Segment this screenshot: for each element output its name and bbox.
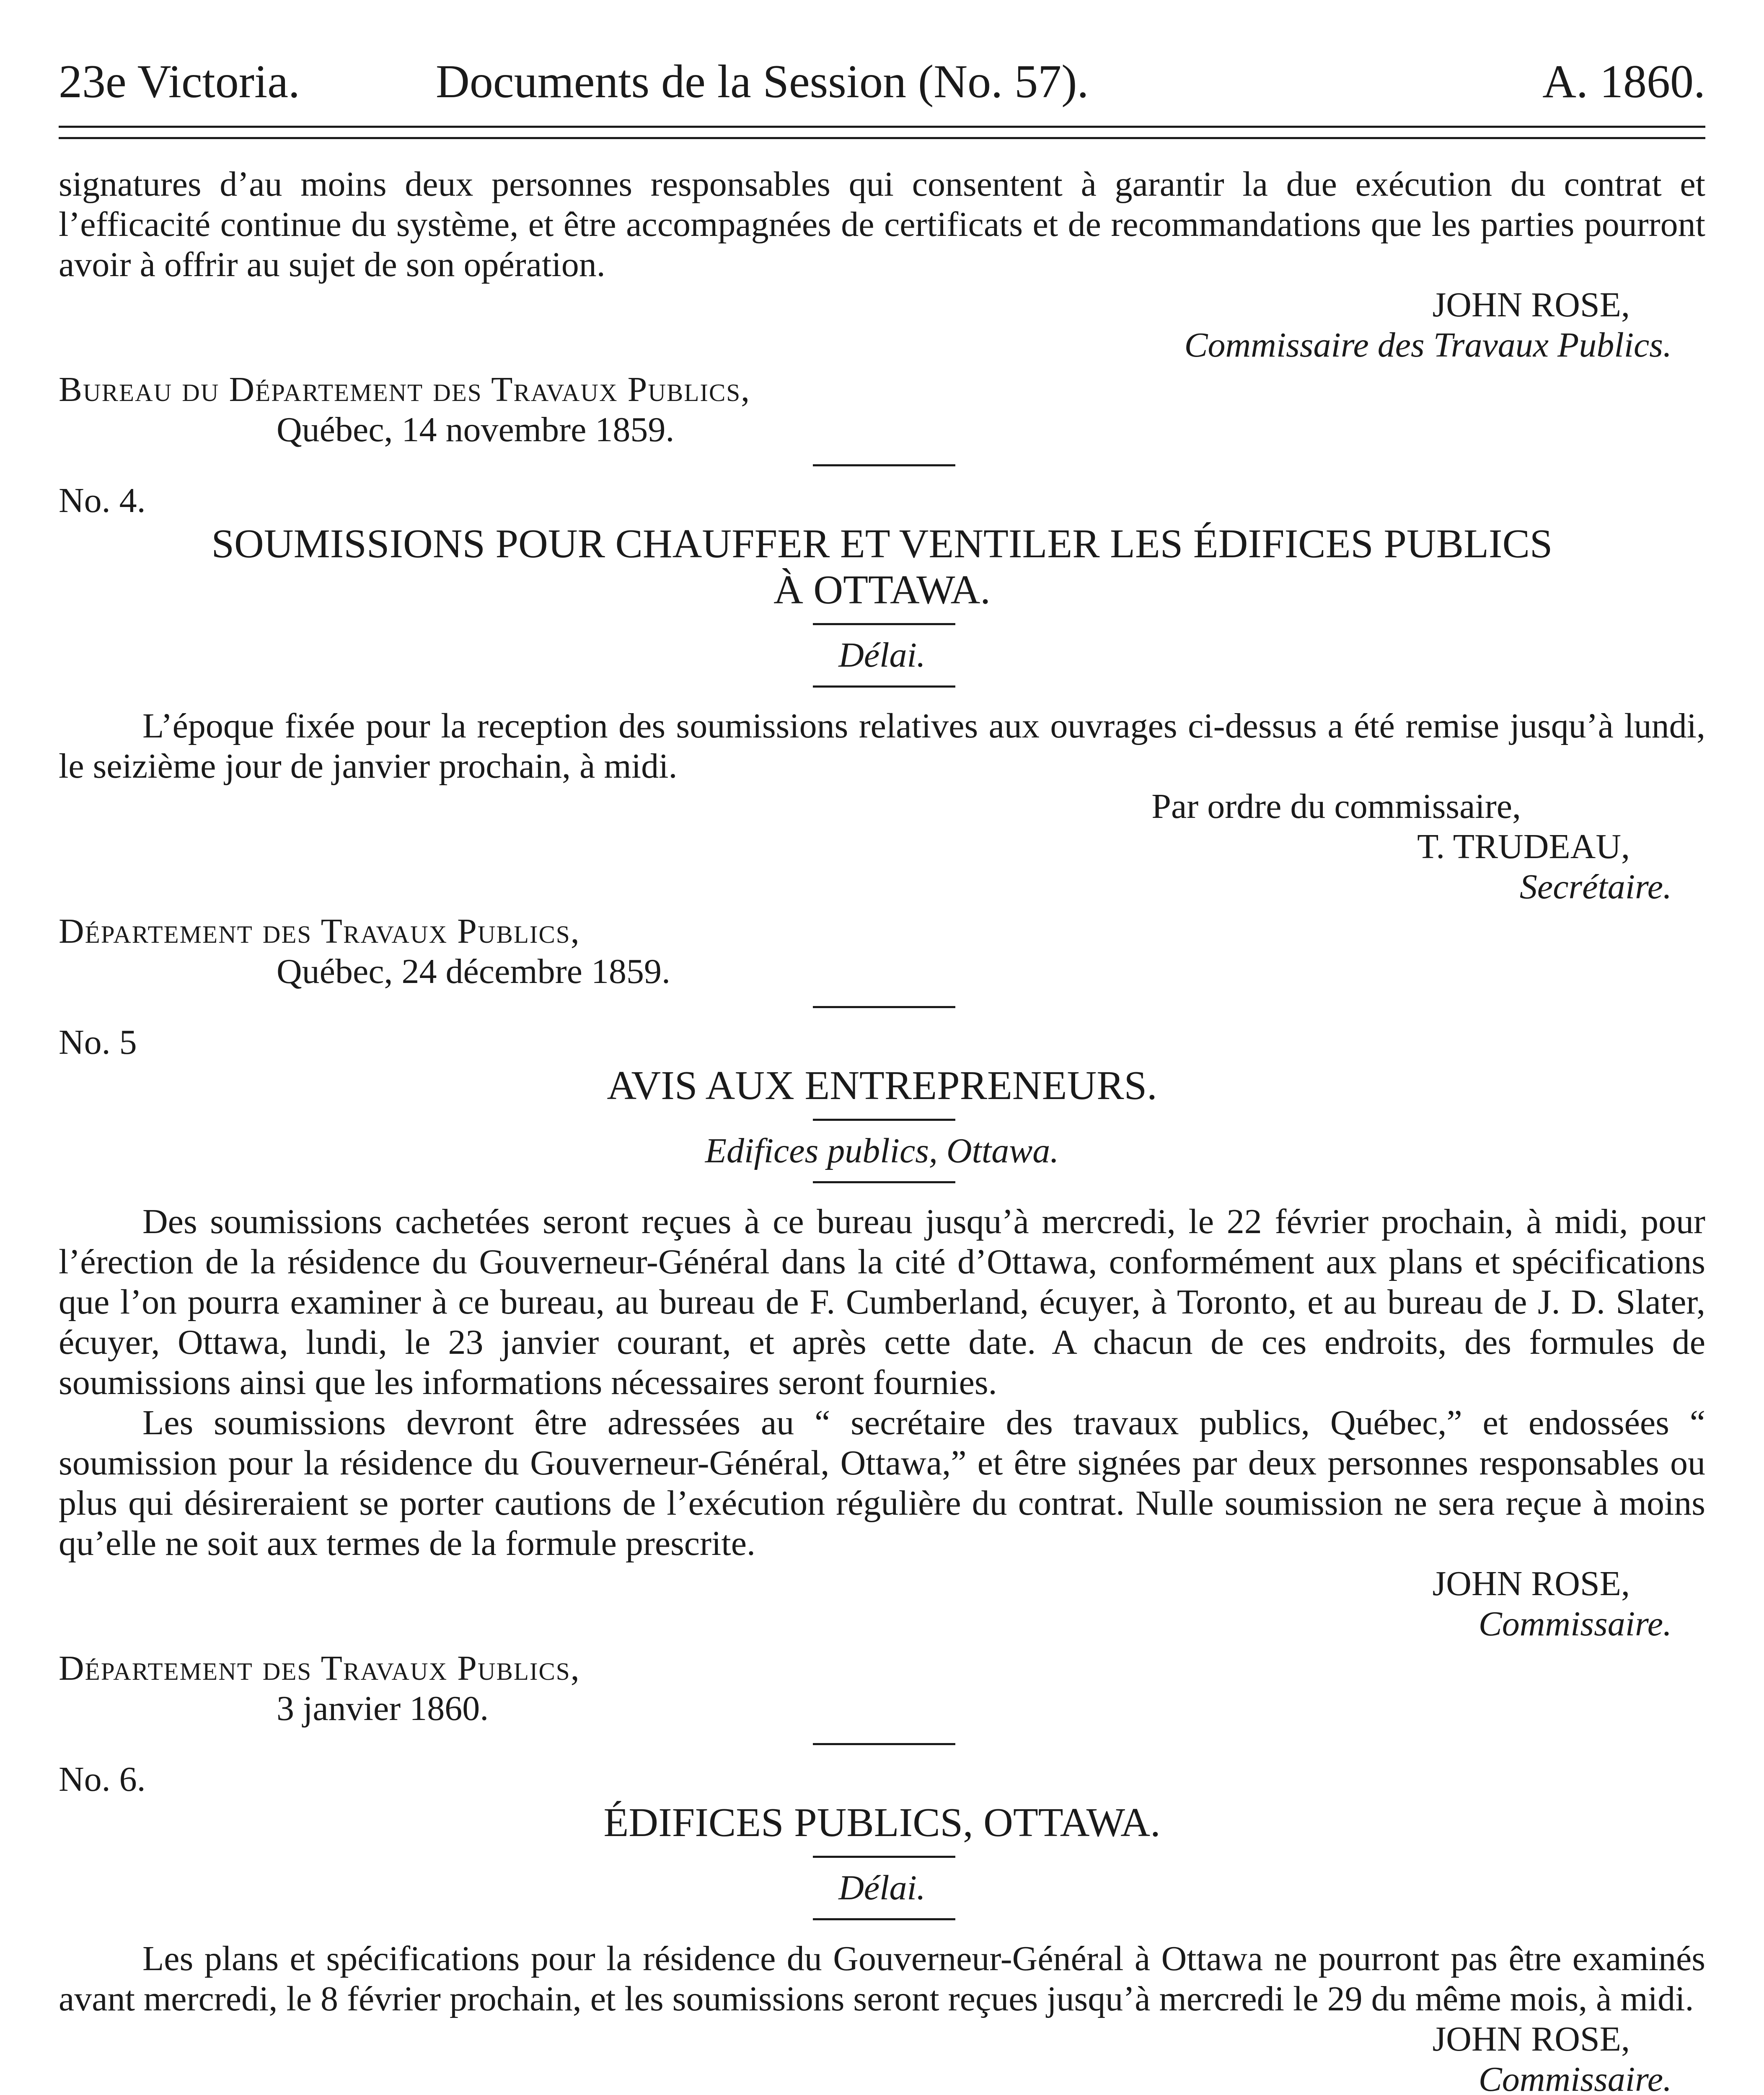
- section-divider: [813, 464, 955, 466]
- section4-heading: ÉDIFICES PUBLICS, OTTAWA.: [603, 1800, 1161, 1845]
- section1-department: Bureau du Département des Travaux Publics,: [59, 370, 751, 409]
- section4-signer: JOHN ROSE,: [1432, 2020, 1630, 2059]
- header-year: A. 1860.: [1542, 56, 1705, 108]
- section3-subheading: Edifices publics, Ottawa.: [705, 1131, 1059, 1170]
- section2-heading-line1: SOUMISSIONS POUR CHAUFFER ET VENTILER LES ÉDIFICES PUBLICS: [211, 521, 1553, 566]
- heading-divider: [813, 1918, 955, 1920]
- section2-subheading: Délai.: [838, 636, 926, 675]
- running-header: [59, 50, 1705, 113]
- section2-order: Par ordre du commissaire,: [1151, 787, 1521, 826]
- section2-heading-line2: À OTTAWA.: [773, 567, 991, 613]
- section1-date: Québec, 14 novembre 1859.: [277, 410, 675, 449]
- section2-signer-title: Secrétaire.: [1519, 867, 1672, 906]
- section4-number: No. 6.: [59, 1760, 146, 1799]
- section4-subheading: Délai.: [838, 1868, 926, 1907]
- section4-signer-title: Commissaire.: [1478, 2060, 1672, 2095]
- section2-department: Département des Travaux Publics,: [59, 912, 580, 951]
- section-divider: [813, 1006, 955, 1008]
- section3-signer: JOHN ROSE,: [1432, 1564, 1630, 1603]
- heading-divider: [813, 1856, 955, 1858]
- section3-paragraph2: Les soumissions devront être adressées au “ secrétaire des travaux publics, Québec,” et endossées “ soumission pour la résidence du Gouverneur-Général, Ottawa,” et être signées par deux personnes responsables ou plus qui désireraient se porter cautions de l’exécution régulière du contrat. Nulle soumission ne sera reçue à moins qu’elle ne soit aux termes de la formule prescrite.: [59, 1403, 1705, 1563]
- section-divider: [813, 1743, 955, 1745]
- document-page: [59, 50, 1705, 2095]
- section4-paragraph: Les plans et spécifications pour la résidence du Gouverneur-Général à Ottawa ne pourront pas être examinés avant mercredi, le 8 février prochain, et les soumissions seront reçues jusqu’à mercredi le 29 du même mois, à midi.: [59, 1939, 1705, 2018]
- section2-number: No. 4.: [59, 481, 146, 520]
- section3-date: 3 janvier 1860.: [277, 1689, 489, 1728]
- section1-signer-title: Commissaire des Travaux Publics.: [1184, 326, 1672, 365]
- header-session: 23e Victoria.: [59, 56, 300, 108]
- heading-divider: [813, 1181, 955, 1183]
- section3-heading: AVIS AUX ENTREPRENEURS.: [607, 1063, 1157, 1108]
- section2-date: Québec, 24 décembre 1859.: [277, 952, 670, 991]
- heading-divider: [813, 685, 955, 688]
- section1-signer: JOHN ROSE,: [1432, 285, 1630, 324]
- section3-paragraph1: Des soumissions cachetées seront reçues à ce bureau jusqu’à mercredi, le 22 février prochain, à midi, pour l’érection de la résidence du Gouverneur-Général dans la cité d’Ottawa, conformément aux plans et spécifications que l’on pourra examiner à ce bureau, au bureau de F. Cumberland, écuyer, à Toronto, et au bureau de J. D. Slater, écuyer, Ottawa, lundi, le 23 janvier courant, et après cette date. A chacun de ces endroits, des formules de soumissions ainsi que les informations nécessaires seront fournies.: [59, 1202, 1705, 1402]
- section1-paragraph: signatures d’au moins deux personnes responsables qui consentent à garantir la due exécution du contrat et l’efficacité continue du système, et être accompagnées de certificats et de recommandations que les parties pourront avoir à offrir au sujet de son opération.: [59, 165, 1705, 284]
- heading-divider: [813, 623, 955, 625]
- section3-number: No. 5: [59, 1023, 137, 1062]
- section3-department: Département des Travaux Publics,: [59, 1649, 580, 1688]
- section2-paragraph: L’époque fixée pour la reception des soumissions relatives aux ouvrages ci-dessus a été remise jusqu’à lundi, le seizième jour de janvier prochain, à midi.: [59, 706, 1705, 786]
- heading-divider: [813, 1119, 955, 1121]
- header-documents: Documents de la Session (No. 57).: [436, 56, 1089, 108]
- header-double-rule: [59, 126, 1705, 139]
- section2-signer: T. TRUDEAU,: [1417, 827, 1630, 866]
- section3-signer-title: Commissaire.: [1478, 1604, 1672, 1643]
